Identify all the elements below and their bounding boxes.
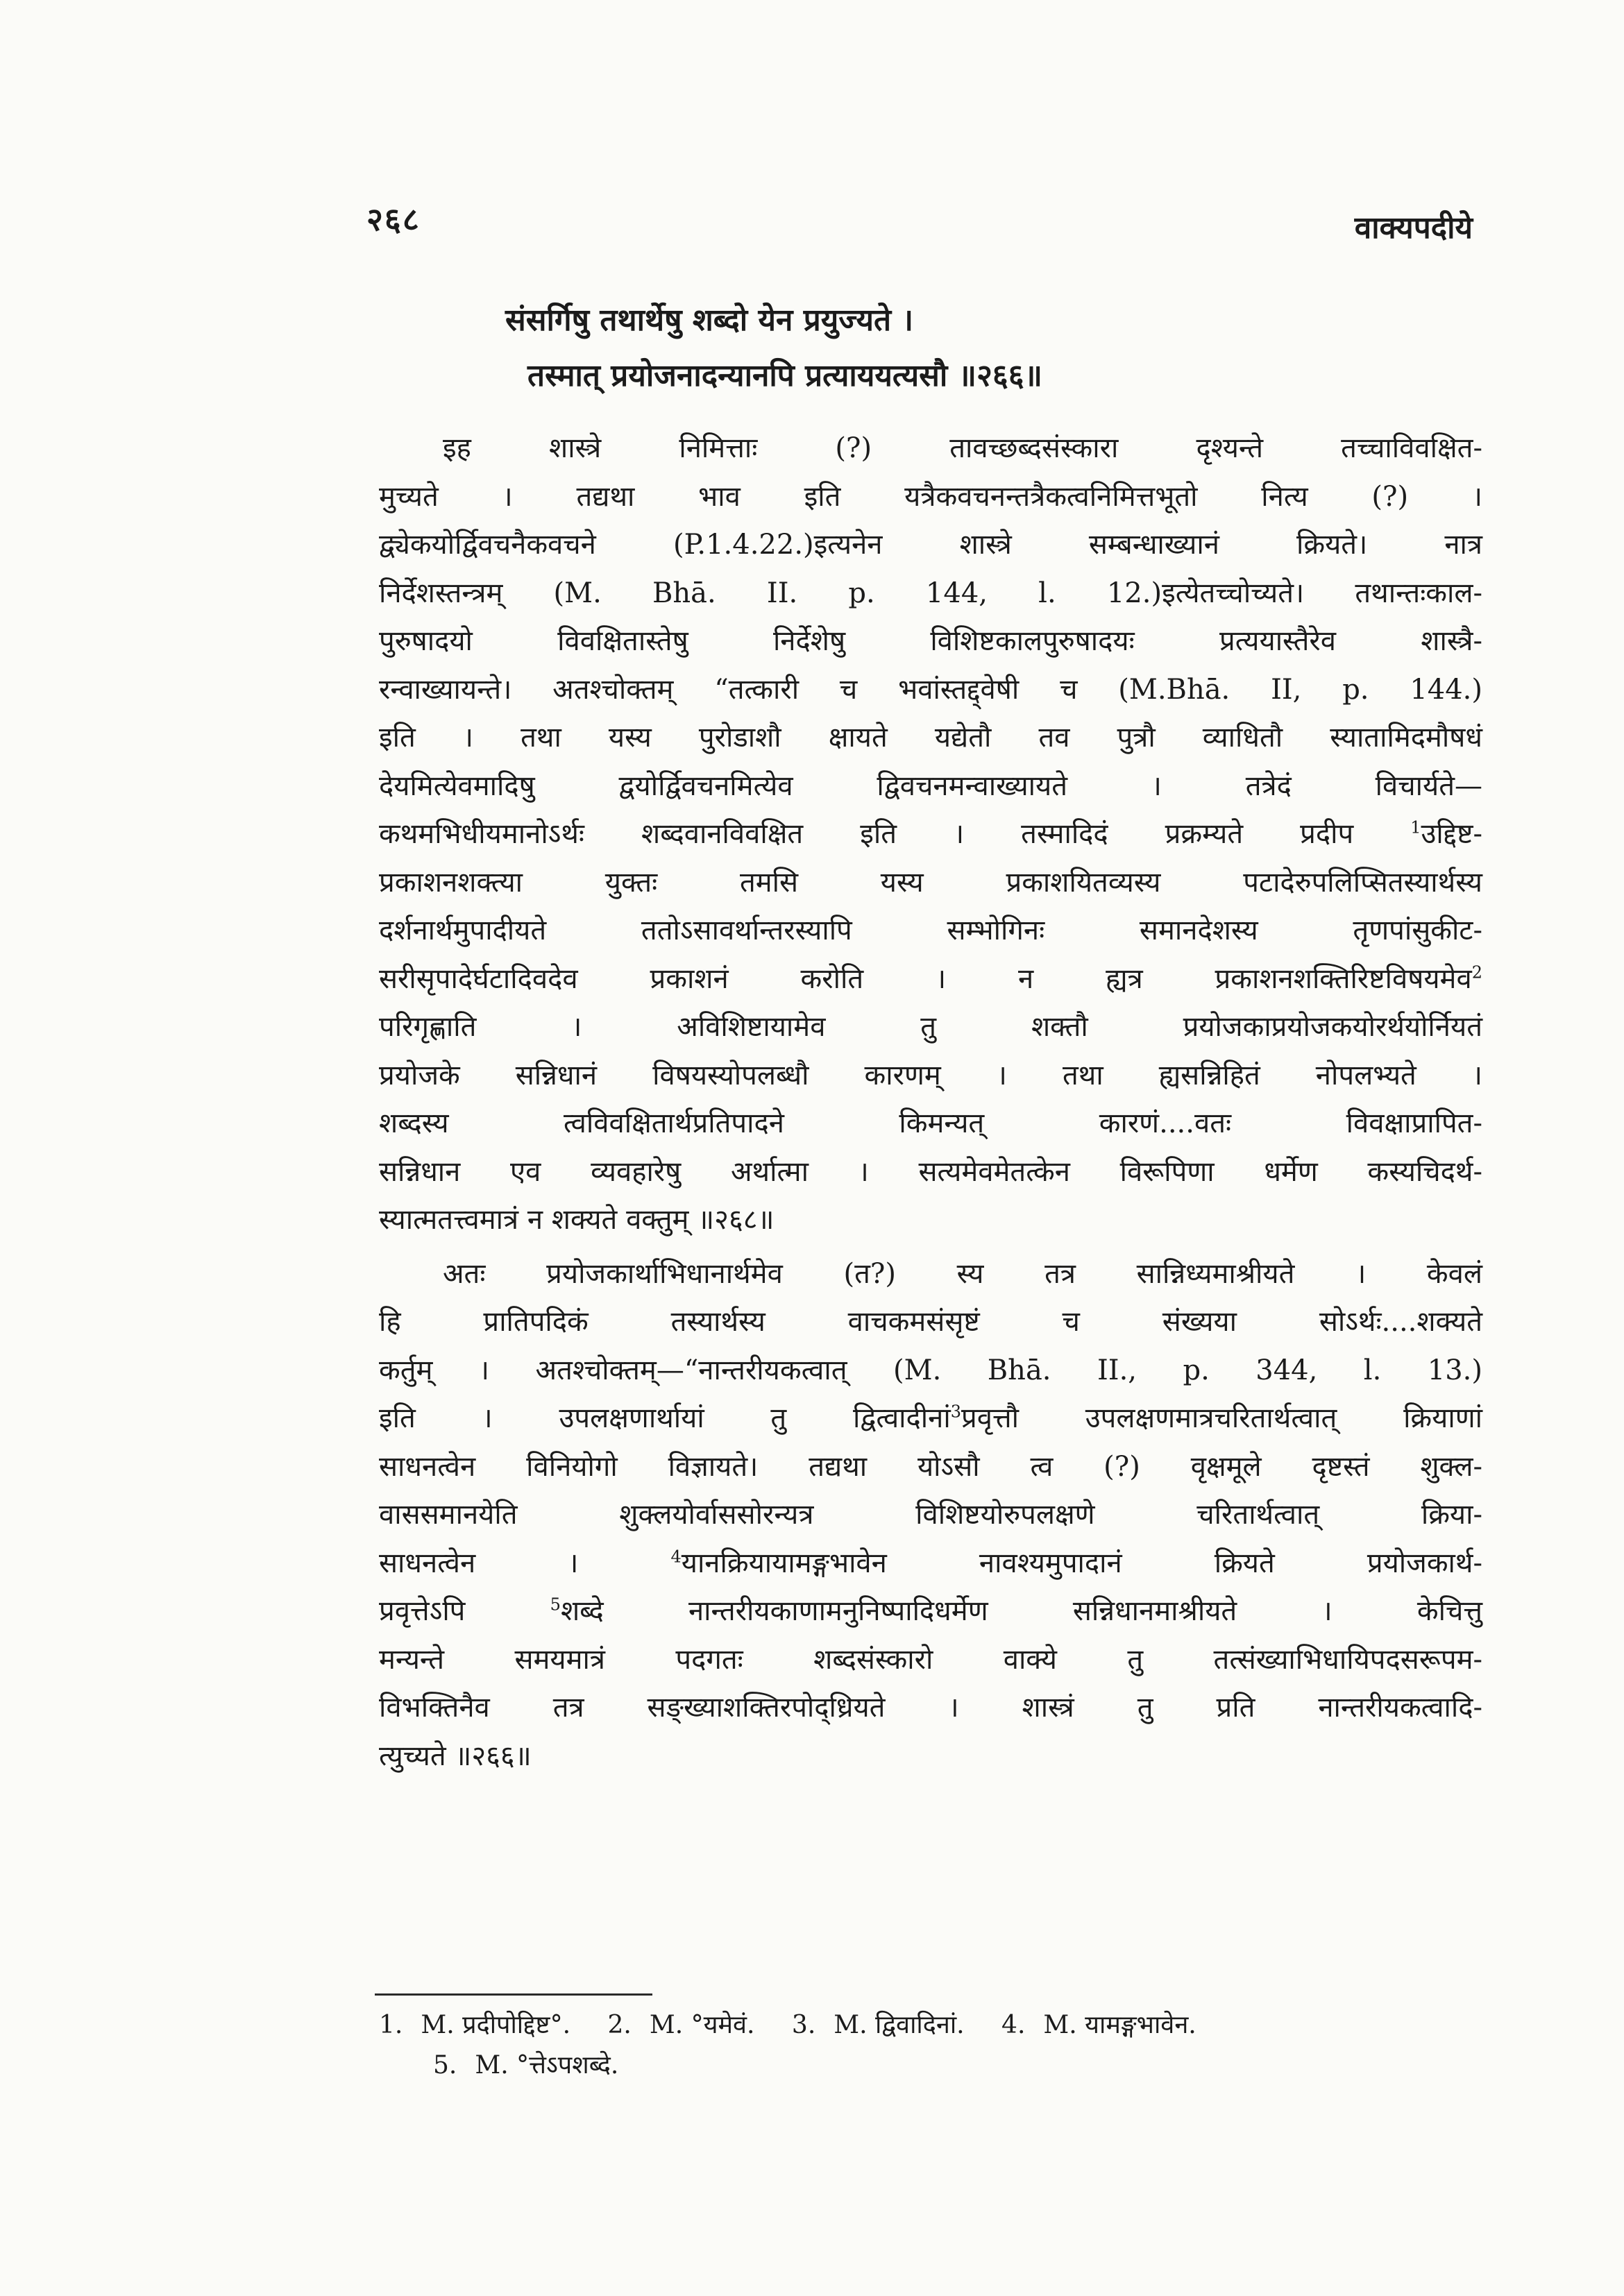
- footnote-text: M. °त्तेऽपशब्दे.: [475, 2051, 619, 2080]
- commentary-line: कर्तुम् । अतश्चोक्तम्—“नान्तरीयकत्वात् (M. Bhā. II., p. 344, l. 13.): [379, 1354, 1482, 1386]
- footnote-text: M. °यमेवं.: [649, 2011, 755, 2039]
- verse-line-2: तस्मात् प्रयोजनादन्यानपि प्रत्याययत्यसौ ॥२६६॥: [527, 358, 1042, 393]
- footnote-number: 1.: [379, 2011, 403, 2039]
- footnote-text: M. द्विवादिनां.: [834, 2011, 965, 2039]
- note-ref-3: 3: [950, 1402, 961, 1422]
- commentary-line: परिगृह्णाति । अविशिष्टायामेव तु शक्तौ प्रयोजकाप्रयोजकयोरर्थयोर्नियतं: [379, 1011, 1482, 1043]
- footnote-number: 4.: [1001, 2011, 1026, 2039]
- commentary-line: प्रयोजके सन्निधानं विषयस्योपलब्धौ कारणम् । तथा ह्यसन्निहितं नोपलभ्यते ।: [379, 1059, 1482, 1091]
- running-title: वाक्यपदीये: [1354, 210, 1473, 246]
- commentary-line: पुरुषादयो विवक्षितास्तेषु निर्देशेषु विशिष्टकालपुरुषादयः प्रत्ययास्तैरेव शास्त्रै-: [379, 625, 1482, 657]
- line-segment: शब्दे नान्तरीयकाणामनुनिष्पादिधर्मेण सन्निधानमाश्रीयते । केचित्तु: [560, 1595, 1482, 1627]
- commentary-line: साधनत्वेन विनियोगो विज्ञायते। तद्यथा योऽसौ त्व (?) वृक्षमूले दृष्टस्तं शुक्ल-: [379, 1450, 1482, 1483]
- commentary-line: [379, 1540, 1482, 1588]
- line-segment: इति । उपलक्षणार्थायां तु द्वित्वादीनां: [379, 1402, 951, 1434]
- footnote-number: 5.: [433, 2051, 457, 2080]
- commentary-line: निर्देशस्तन्त्रम् (M. Bhā. II. p. 144, l. 12.)इत्येतच्चोच्यते। तथान्तःकाल-: [379, 577, 1482, 609]
- line-segment: उद्दिष्ट-: [1421, 818, 1482, 850]
- footnote-rule: [375, 1993, 652, 1996]
- commentary-line: रन्वाख्यायन्ते। अतश्चोक्तम् “तत्कारी च भवांस्तद्द्वेषी च (M.Bhā. II, p. 144.): [379, 673, 1482, 706]
- footnote-number: 3.: [791, 2011, 816, 2039]
- commentary-line: [379, 955, 1482, 1004]
- commentary-line: इति । तथा यस्य पुरोडाशौ क्षायते यद्येतौ तव पुत्रौ व्याधितौ स्यातामिदमौषधं: [379, 722, 1482, 754]
- line-segment: सरीसृपादेर्घटादिवदेव प्रकाशनं करोति । न ह्यत्र प्रकाशनशक्तिरिष्टविषयमेव: [379, 962, 1472, 995]
- commentary-line: [379, 1588, 1482, 1636]
- commentary-line: दर्शनार्थमुपादीयते ततोऽसावर्थान्तरस्यापि सम्भोगिनः समानदेशस्य तृणपांसुकीट-: [379, 915, 1482, 946]
- commentary-line: प्रकाशनशक्त्या युक्तः तमसि यस्य प्रकाशयितव्यस्य पटादेरुपलिप्सितस्यार्थस्य: [379, 866, 1482, 899]
- commentary-line: सन्निधान एव व्यवहारेषु अर्थात्मा । सत्यमेवमेतत्केन विरूपिणा धर्मेण कस्यचिदर्थ-: [379, 1155, 1482, 1188]
- commentary-line: त्युच्यते ॥२६६॥: [379, 1740, 532, 1772]
- commentary-text: [379, 425, 1482, 1780]
- footnote-number: 2.: [607, 2011, 632, 2039]
- commentary-line: अतः प्रयोजकार्थाभिधानार्थमेव (त?) स्य तत्र सान्निध्यमाश्रीयते । केवलं: [443, 1257, 1482, 1290]
- commentary-line: शब्दस्य त्वविवक्षितार्थप्रतिपादने किमन्यत् कारणं....वतः विवक्षाप्रापित-: [379, 1107, 1482, 1139]
- note-ref-2: 2: [1471, 962, 1482, 983]
- footnote-line: [379, 2005, 1489, 2046]
- line-segment: साधनत्वेन ।: [379, 1547, 579, 1579]
- commentary-line: स्यात्मतत्त्वमात्रं न शक्यते वक्तुम् ॥२६८॥: [379, 1204, 775, 1236]
- commentary-line: हि प्रातिपदिकं तस्यार्थस्य वाचकमसंसृष्टं च संख्यया सोऽर्थः....शक्यते: [379, 1306, 1482, 1338]
- footnote-text: M. प्रदीपोद्दिष्ट°.: [421, 2011, 571, 2039]
- footnote: [607, 2011, 754, 2039]
- commentary-line: इह शास्त्रे निमित्ताः (?) तावच्छब्दसंस्कारा दृश्यन्ते तच्चाविवक्षित-: [443, 432, 1482, 464]
- note-ref-5: 5: [550, 1595, 561, 1615]
- line-segment: प्रवृत्तौ उपलक्षणमात्रचरितार्थत्वात् क्रियाणां: [961, 1402, 1482, 1434]
- commentary-line: विभक्तिनैव तत्र सङ्ख्याशक्तिरपोद्ध्रियते । शास्त्रं तु प्रति नान्तरीयकत्वादि-: [379, 1692, 1482, 1724]
- note-ref-1: 1: [1410, 817, 1421, 837]
- commentary-line: द्व्येकयोर्द्विवचनैकवचने (P.1.4.22.)इत्यनेन शास्त्रे सम्बन्धाख्यानं क्रियते। नात्र: [379, 529, 1482, 561]
- footnote-line: [379, 2046, 1489, 2086]
- verse-line-1: संसर्गिषु तथार्थेषु शब्दो येन प्रयुज्यते ।: [505, 303, 914, 338]
- commentary-line: मन्यन्ते समयमात्रं पदगतः शब्दसंस्कारो वाक्ये तु तत्संख्याभिधायिपदसरूपम-: [379, 1643, 1482, 1676]
- verse-block: [505, 293, 1512, 404]
- footnote: [433, 2051, 618, 2080]
- line-segment: कथमभिधीयमानोऽर्थः शब्दवानविवक्षित इति । तस्मादिदं प्रक्रम्यते प्रदीप: [379, 818, 1354, 850]
- page-number: २६८: [366, 201, 421, 238]
- line-segment: प्रवृत्तेऽपि: [379, 1595, 466, 1627]
- line-segment: यानक्रियायामङ्गभावेन नावश्यमुपादानं क्रियते प्रयोजकार्थ-: [681, 1547, 1482, 1579]
- commentary-line: मुच्यते । तद्यथा भाव इति यत्रैकवचनन्तत्रैकत्वनिमित्तभूतो नित्य (?) ।: [379, 480, 1482, 513]
- commentary-line: [379, 810, 1482, 859]
- footnote: [792, 2011, 965, 2039]
- footnotes: [379, 2005, 1489, 2086]
- commentary-line: वाससमानयेति शुक्लयोर्वाससोरन्यत्र विशिष्टयोरुपलक्षणे चरितार्थत्वात् क्रिया-: [379, 1499, 1482, 1531]
- note-ref-4: 4: [670, 1547, 682, 1567]
- footnote: [1001, 2011, 1196, 2039]
- footnote: [379, 2011, 570, 2039]
- commentary-line: देयमित्येवमादिषु द्वयोर्द्विवचनमित्येव द्विवचनमन्वाख्यायते । तत्रेदं विचार्यते—: [379, 769, 1482, 802]
- footnote-text: M. यामङ्गभावेन.: [1043, 2011, 1196, 2039]
- commentary-line: [379, 1395, 1482, 1443]
